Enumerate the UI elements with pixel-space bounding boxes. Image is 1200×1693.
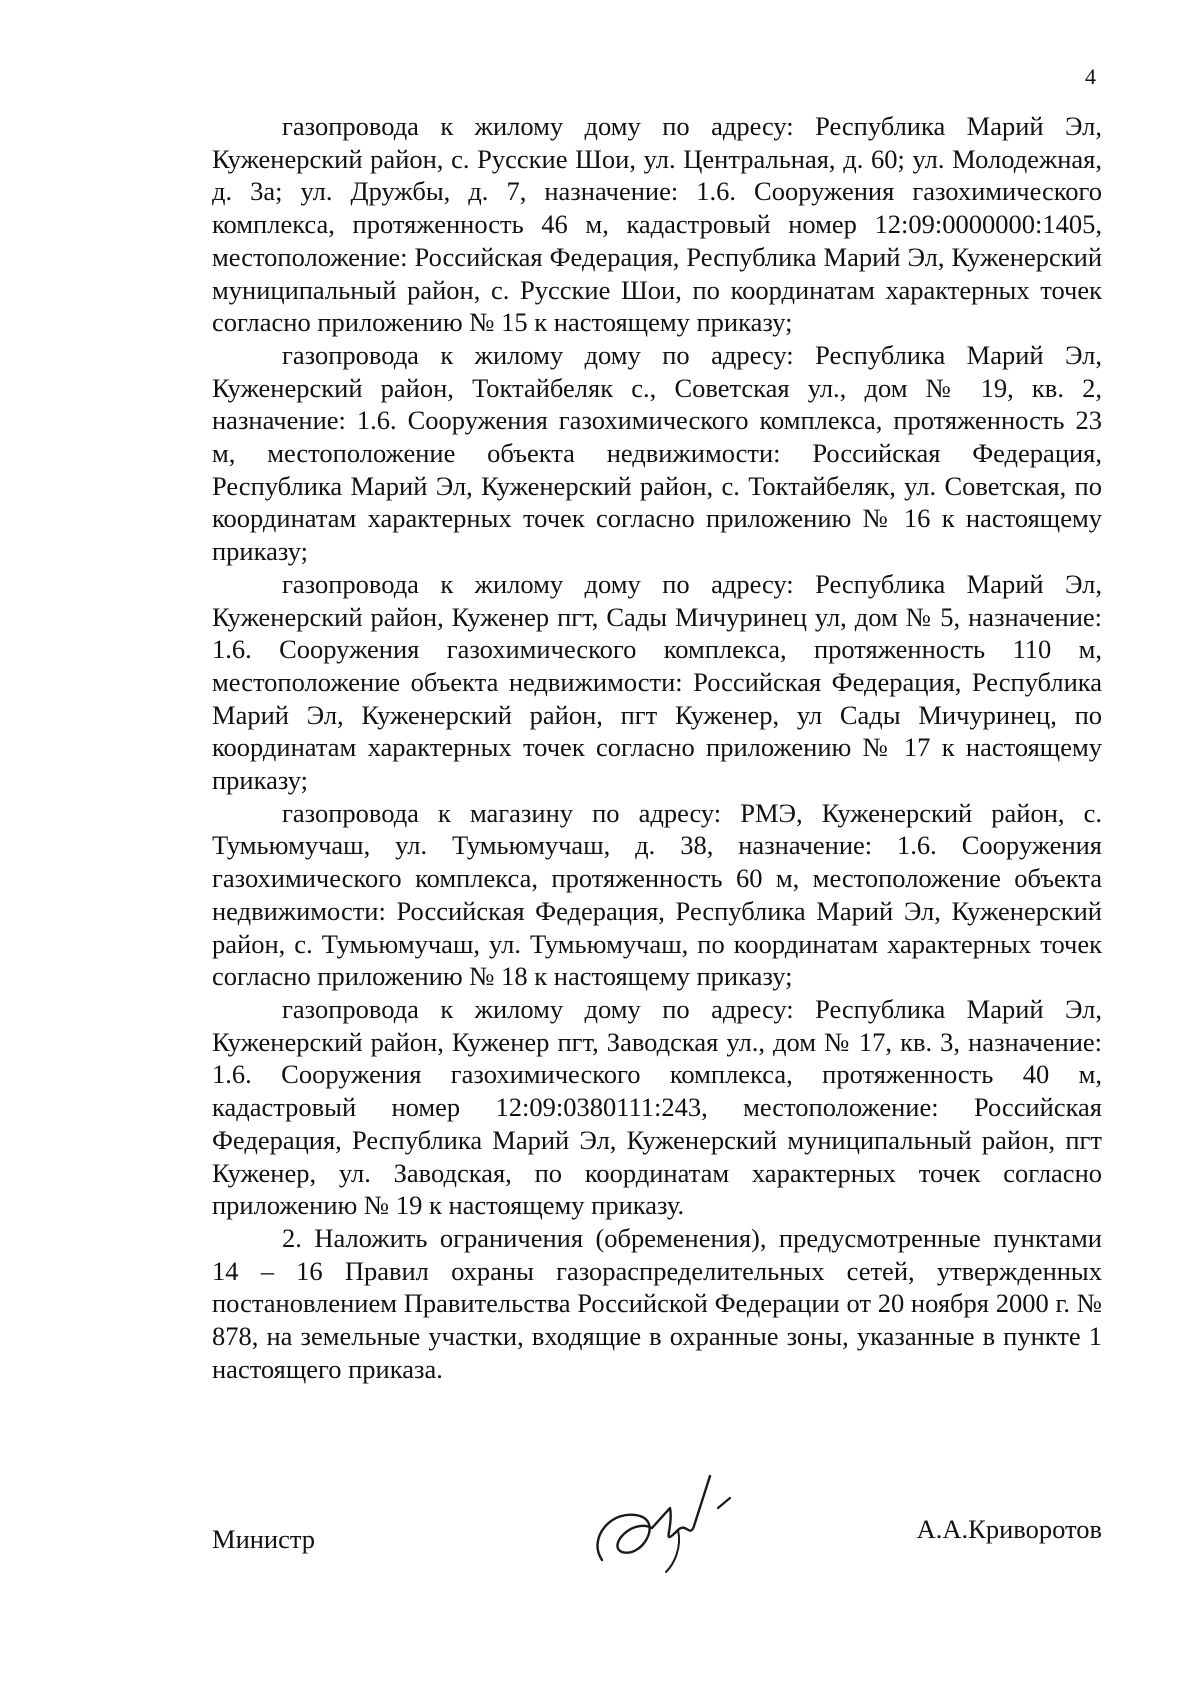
paragraph-item-2-restrictions: 2. Наложить ограничения (обременения), предусмотренные пунктами 14 – 16 Правил охраны газораспределительных сетей, утвержденных постановлением Правительства Российской Федерации от 20 ноября 2000 г. № 878, на земельные участки, входящие в охранные зоны, указанные в пункте 1 настоящего приказа. bbox=[212, 1222, 1102, 1384]
paragraph-gas-pipeline-sady-michurinets: газопровода к жилому дому по адресу: Республика Марий Эл, Куженерский район, Куженер пгт, Сады Мичуринец ул, дом № 5, назначение: 1.6. Сооружения газохимического комплекса, протяженность 110 м, местоположение объекта недвижимости: Российская Федерация, Республика Марий Эл, Куженерский район, пгт Куженер, ул Сады Мичуринец, по координатам характерных точек согласно приложению № 17 к настоящему приказу; bbox=[212, 568, 1102, 796]
signer-position: Министр bbox=[212, 1524, 316, 1554]
page-number: 4 bbox=[1085, 64, 1096, 89]
handwritten-signature bbox=[582, 1468, 742, 1578]
signature-block bbox=[212, 1490, 1102, 1580]
document-body bbox=[212, 110, 1102, 1385]
paragraph-gas-pipeline-toktaibelyak: газопровода к жилому дому по адресу: Республика Марий Эл, Куженерский район, Токтайбеляк с., Советская ул., дом № 19, кв. 2, назначение: 1.6. Сооружения газохимического комплекса, протяженность 23 м, местоположение объекта недвижимости: Российская Федерация, Республика Марий Эл, Куженерский район, с. Токтайбеляк, ул. Советская, по координатам характерных точек согласно приложению № 16 к настоящему приказу; bbox=[212, 339, 1102, 567]
paragraph-gas-pipeline-russkie-shoi: газопровода к жилому дому по адресу: Республика Марий Эл, Куженерский район, с. Русские Шои, ул. Центральная, д. 60; ул. Молодежная, д. 3а; ул. Дружбы, д. 7, назначение: 1.6. Сооружения газохимического комплекса, протяженность 46 м, кадастровый номер 12:09:0000000:1405, местоположение: Российская Федерация, Республика Марий Эл, Куженерский муниципальный район, с. Русские Шои, по координатам характерных точек согласно приложению № 15 к настоящему приказу; bbox=[212, 111, 1102, 338]
signer-name: А.А.Криворотов bbox=[916, 1514, 1102, 1544]
paragraph-gas-pipeline-zavodskaya: газопровода к жилому дому по адресу: Республика Марий Эл, Куженерский район, Куженер пгт, Заводская ул., дом № 17, кв. 3, назначение: 1.6. Сооружения газохимического комплекса, протяженность 40 м, кадастровый номер 12:09:0380111:243, местоположение: Российская Федерация, Республика Марий Эл, Куженерский муниципальный район, пгт Куженер, ул. Заводская, по координатам характерных точек согласно приложению № 19 к настоящему приказу. bbox=[212, 993, 1102, 1221]
paragraph-gas-pipeline-shop-tumyumuchash: газопровода к магазину по адресу: РМЭ, Куженерский район, с. Тумьюмучаш, ул. Тумьюмучаш, д. 38, назначение: 1.6. Сооружения газохимического комплекса, протяженность 60 м, местоположение объекта недвижимости: Российская Федерация, Республика Марий Эл, Куженерский район, с. Тумьюмучаш, ул. Тумьюмучаш, по координатам характерных точек согласно приложению № 18 к настоящему приказу; bbox=[212, 797, 1102, 992]
